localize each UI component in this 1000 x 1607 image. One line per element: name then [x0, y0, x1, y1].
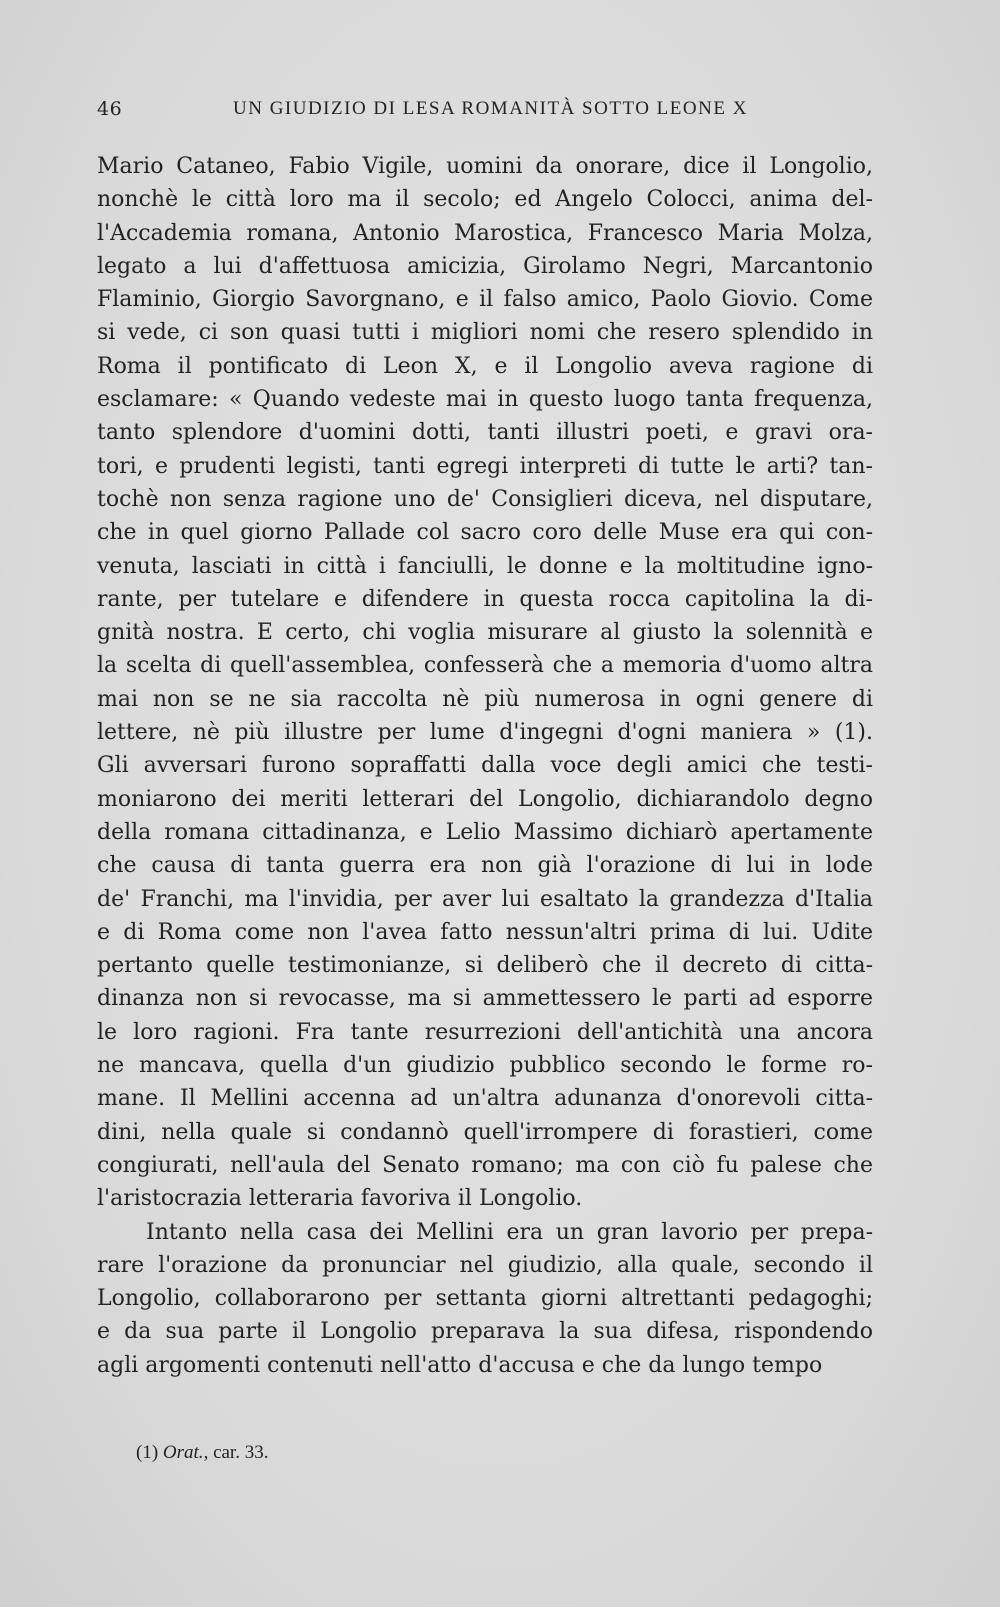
text-line: moniarono dei meriti letterari del Longolio, dichiarandolo degno	[97, 786, 873, 812]
text-line: che causa di tanta guerra era non già l'orazione di lui in lode	[97, 853, 873, 879]
text-line: gnità nostra. E certo, chi voglia misurare al giusto la solennità e	[97, 620, 873, 646]
text-line: che in quel giorno Pallade col sacro coro delle Muse era qui con-	[97, 520, 873, 546]
text-line: congiurati, nell'aula del Senato romano; ma con ciò fu palese che	[97, 1152, 873, 1178]
paragraph-2	[97, 1216, 873, 1382]
footnote-work: Orat.	[162, 1442, 204, 1463]
text-line: Roma il pontificato di Leon X, e il Longolio aveva ragione di	[97, 353, 873, 379]
footnote	[136, 1442, 268, 1464]
text-line: Mario Cataneo, Fabio Vigile, uomini da onorare, dice il Longolio,	[97, 154, 873, 179]
text-line: mane. Il Mellini accenna ad un'altra adunanza d'onorevoli citta-	[97, 1086, 873, 1112]
text-line: della romana cittadinanza, e Lelio Massimo dichiarò apertamente	[97, 819, 873, 845]
text-line: l'aristocrazia letteraria favoriva il Longolio.	[97, 1186, 583, 1212]
text-line: la scelta di quell'assemblea, confesserà che a memoria d'uomo altra	[97, 653, 873, 679]
text-line: dini, nella quale si condannò quell'irrompere di forastieri, come	[97, 1119, 873, 1145]
text-line: e da sua parte il Longolio preparava la sua difesa, rispondendo	[97, 1319, 873, 1345]
text-line: esclamare: « Quando vedeste mai in questo luogo tanta frequenza,	[97, 387, 873, 413]
footnote-marker: (1)	[136, 1442, 159, 1463]
text-line: Longolio, collaborarono per settanta giorni altrettanti pedagoghi;	[97, 1286, 873, 1312]
text-line: tanto splendore d'uomini dotti, tanti illustri poeti, e gravi ora-	[97, 420, 873, 446]
footnote-ref: , car. 33.	[203, 1442, 269, 1463]
text-line: tochè non senza ragione uno de' Consiglieri diceva, nel disputare,	[97, 486, 873, 512]
text-line: ne mancava, quella d'un giudizio pubblico secondo le forme ro-	[97, 1053, 873, 1079]
text-line: Flaminio, Giorgio Savorgnano, e il falso amico, Paolo Giovio. Come	[97, 287, 873, 313]
text-line: venuta, lasciati in città i fanciulli, le donne e la moltitudine igno-	[97, 553, 873, 579]
text-line: rare l'orazione da pronunciar nel giudizio, alla quale, secondo il	[97, 1252, 873, 1278]
text-line: mai non se ne sia raccolta nè più numerosa in ogni genere di	[97, 686, 873, 712]
running-title: UN GIUDIZIO DI LESA ROMANITÀ SOTTO LEONE X	[233, 98, 748, 119]
page-number: 46	[97, 98, 123, 120]
text-line: si vede, ci son quasi tutti i migliori nomi che resero splendido in	[97, 320, 873, 346]
text-line: pertanto quelle testimonianze, si deliberò che il decreto di citta-	[97, 953, 873, 979]
paragraph-1	[97, 150, 873, 1216]
text-line: de' Franchi, ma l'invidia, per aver lui esaltato la grandezza d'Italia	[97, 886, 873, 912]
text-line: tori, e prudenti legisti, tanti egregi interpreti di tutte le arti? tan-	[97, 453, 873, 479]
text-line: agli argomenti contenuti nell'atto d'accusa e che da lungo tempo	[97, 1352, 823, 1378]
text-line: Gli avversari furono sopraffatti dalla voce degli amici che testi-	[97, 753, 873, 779]
text-line: lettere, nè più illustre per lume d'ingegni d'ogni maniera » (1).	[97, 720, 873, 746]
text-line: e di Roma come non l'avea fatto nessun'altri prima di lui. Udite	[97, 919, 873, 945]
text-line: Intanto nella casa dei Mellini era un gran lavorio per prepa-	[146, 1219, 873, 1245]
text-line: legato a lui d'affettuosa amicizia, Girolamo Negri, Marcantonio	[97, 253, 873, 279]
text-line: nonchè le città loro ma il secolo; ed Angelo Colocci, anima del-	[97, 187, 873, 213]
text-line: l'Accademia romana, Antonio Marostica, Francesco Maria Molza,	[97, 220, 873, 246]
body-text	[97, 150, 873, 1382]
text-line: le loro ragioni. Fra tante resurrezioni dell'antichità una ancora	[97, 1019, 873, 1045]
text-line: rante, per tutelare e difendere in questa rocca capitolina la di-	[97, 586, 873, 612]
text-line: dinanza non si revocasse, ma si ammettessero le parti ad esporre	[97, 986, 873, 1012]
